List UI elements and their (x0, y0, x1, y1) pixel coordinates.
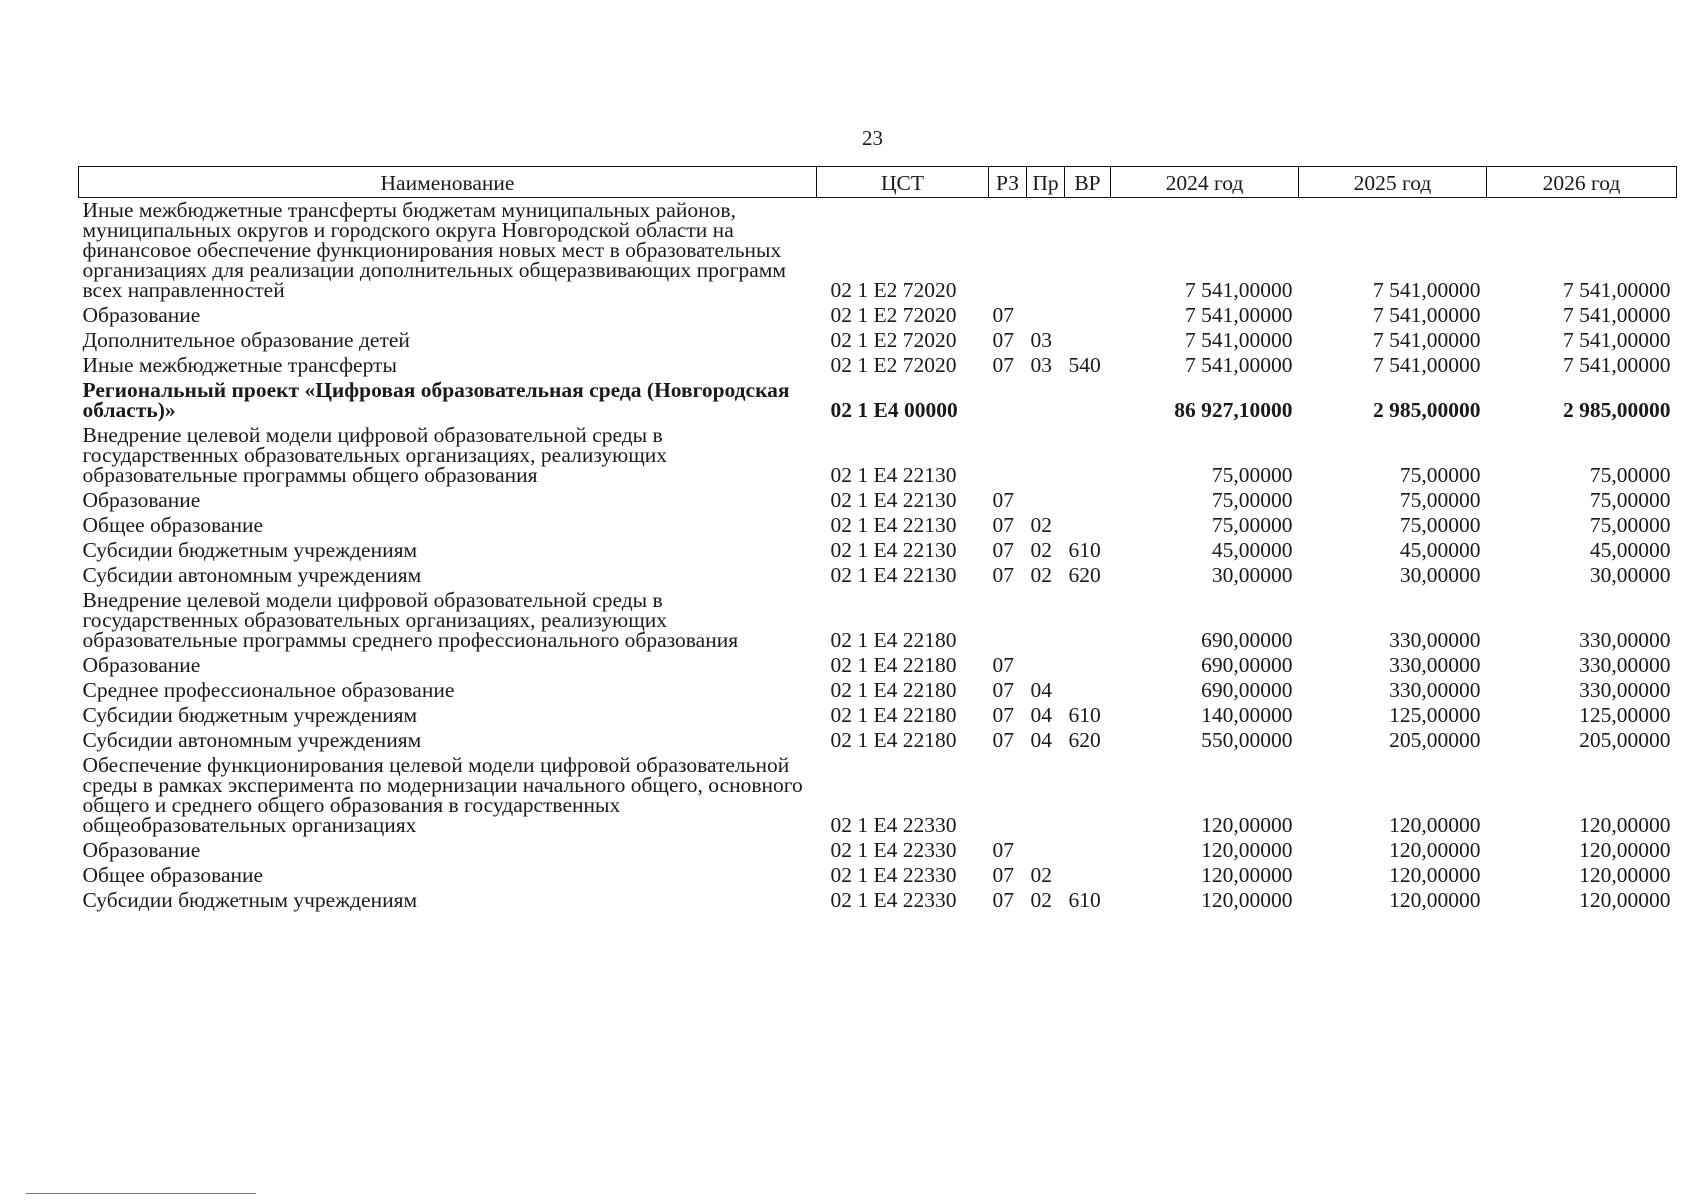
row-value-2024: 120,00000 (1201, 888, 1293, 912)
row-value-2024: 140,00000 (1201, 703, 1293, 727)
header-2025: 2025 год (1299, 167, 1487, 198)
row-rz: 07 (992, 703, 1014, 727)
row-vr: 620 (1068, 728, 1101, 752)
row-rz: 07 (992, 563, 1014, 587)
row-pr: 03 (1030, 353, 1052, 377)
row-value-2026: 7 541,00000 (1563, 278, 1671, 302)
row-pr: 02 (1030, 888, 1052, 912)
row-vr (1065, 753, 1111, 838)
row-rz: 07 (992, 303, 1014, 327)
row-rz: 07 (992, 728, 1014, 752)
row-cst: 02 1 Е4 22330 (830, 813, 957, 837)
row-name: Иные межбюджетные трансферты (82, 353, 397, 377)
table-row (79, 328, 1677, 353)
row-value-2024: 690,00000 (1201, 653, 1293, 677)
row-value-2025: 7 541,00000 (1373, 353, 1481, 377)
table-row (79, 653, 1677, 678)
row-rz (989, 198, 1027, 304)
row-cst: 02 1 Е2 72020 (830, 328, 957, 352)
row-cst: 02 1 Е2 72020 (830, 353, 957, 377)
row-vr (1065, 303, 1111, 328)
row-vr: 610 (1068, 538, 1101, 562)
row-name: Внедрение целевой модели цифровой образовательной среды в государственных образовательных организациях, реализующих образовательные программы среднего профессионального образования (82, 588, 739, 652)
row-vr (1065, 838, 1111, 863)
row-value-2024: 690,00000 (1201, 678, 1293, 702)
row-rz: 07 (992, 863, 1014, 887)
row-pr: 02 (1030, 538, 1052, 562)
row-name: Субсидии бюджетным учреждениям (82, 538, 418, 562)
row-name: Региональный проект «Цифровая образовательная среда (Новгородская область)» (82, 378, 790, 422)
row-value-2025: 2 985,00000 (1373, 398, 1481, 422)
row-name: Среднее профессиональное образование (82, 678, 455, 702)
row-vr (1065, 653, 1111, 678)
row-value-2024: 7 541,00000 (1185, 303, 1293, 327)
row-value-2025: 330,00000 (1389, 628, 1481, 652)
row-value-2026: 2 985,00000 (1563, 398, 1671, 422)
row-name: Общее образование (82, 863, 264, 887)
row-value-2025: 125,00000 (1389, 703, 1481, 727)
row-pr (1027, 303, 1065, 328)
row-pr (1027, 753, 1065, 838)
row-value-2025: 7 541,00000 (1373, 303, 1481, 327)
row-value-2025: 75,00000 (1399, 488, 1481, 512)
row-rz: 07 (992, 678, 1014, 702)
row-value-2025: 120,00000 (1389, 863, 1481, 887)
row-value-2026: 120,00000 (1579, 813, 1671, 837)
table-row (79, 423, 1677, 488)
row-value-2024: 120,00000 (1201, 838, 1293, 862)
row-cst: 02 1 Е4 22330 (830, 888, 957, 912)
row-cst: 02 1 Е4 00000 (830, 398, 958, 422)
row-pr (1027, 588, 1065, 653)
row-value-2026: 75,00000 (1589, 488, 1671, 512)
row-value-2025: 75,00000 (1399, 513, 1481, 537)
row-rz: 07 (992, 513, 1014, 537)
row-pr: 02 (1030, 563, 1052, 587)
row-vr (1065, 378, 1111, 423)
row-pr (1027, 838, 1065, 863)
row-pr (1027, 653, 1065, 678)
row-rz (989, 588, 1027, 653)
row-value-2026: 120,00000 (1579, 838, 1671, 862)
row-pr: 04 (1030, 728, 1052, 752)
table-row (79, 488, 1677, 513)
row-name: Дополнительное образование детей (82, 328, 410, 352)
row-vr: 610 (1068, 703, 1101, 727)
row-vr (1065, 488, 1111, 513)
row-value-2025: 330,00000 (1389, 653, 1481, 677)
row-pr: 02 (1030, 513, 1052, 537)
row-vr (1065, 678, 1111, 703)
row-value-2024: 75,00000 (1211, 463, 1293, 487)
row-value-2024: 120,00000 (1201, 863, 1293, 887)
row-vr: 610 (1068, 888, 1101, 912)
row-value-2024: 75,00000 (1211, 488, 1293, 512)
row-rz (989, 753, 1027, 838)
table-row (79, 863, 1677, 888)
table-header (79, 167, 1677, 198)
row-name: Внедрение целевой модели цифровой образовательной среды в государственных образовательных организациях, реализующих образовательные программы общего образования (82, 423, 668, 487)
row-rz (989, 423, 1027, 488)
row-value-2025: 7 541,00000 (1373, 278, 1481, 302)
row-name: Субсидии бюджетным учреждениям (82, 703, 418, 727)
row-rz: 07 (992, 328, 1014, 352)
row-value-2025: 120,00000 (1389, 888, 1481, 912)
row-value-2025: 330,00000 (1389, 678, 1481, 702)
table-row-section (79, 378, 1677, 423)
row-value-2026: 75,00000 (1589, 513, 1671, 537)
row-value-2025: 45,00000 (1399, 538, 1481, 562)
row-value-2026: 7 541,00000 (1563, 353, 1671, 377)
row-rz: 07 (992, 353, 1014, 377)
row-vr: 540 (1068, 353, 1101, 377)
row-name: Иные межбюджетные трансферты бюджетам муниципальных районов, муниципальных округов и городского округа Новгородской области на финансовое обеспечение функционирования новых мест в образовательных организациях для реализации дополнительных общеразвивающих программ всех направленностей (82, 198, 786, 302)
row-name: Образование (82, 303, 201, 327)
row-value-2026: 120,00000 (1579, 863, 1671, 887)
row-value-2026: 120,00000 (1579, 888, 1671, 912)
row-cst: 02 1 Е4 22180 (830, 653, 957, 677)
table-row (79, 678, 1677, 703)
header-pr: Пр (1027, 167, 1065, 198)
table-row (79, 728, 1677, 753)
row-pr: 02 (1030, 863, 1052, 887)
row-value-2026: 30,00000 (1589, 563, 1671, 587)
row-pr (1027, 198, 1065, 304)
table-row (79, 198, 1677, 304)
row-pr (1027, 488, 1065, 513)
table-row (79, 513, 1677, 538)
table-row (79, 703, 1677, 728)
row-pr: 03 (1030, 328, 1052, 352)
row-value-2026: 330,00000 (1579, 678, 1671, 702)
row-rz: 07 (992, 488, 1014, 512)
row-name: Образование (82, 653, 201, 677)
row-cst: 02 1 Е4 22330 (830, 863, 957, 887)
row-value-2024: 7 541,00000 (1185, 278, 1293, 302)
row-value-2025: 205,00000 (1389, 728, 1481, 752)
row-cst: 02 1 Е4 22130 (830, 538, 957, 562)
row-cst: 02 1 Е4 22180 (830, 628, 957, 652)
row-rz (989, 378, 1027, 423)
table-row (79, 303, 1677, 328)
row-pr (1027, 378, 1065, 423)
table-row (79, 588, 1677, 653)
row-vr (1065, 588, 1111, 653)
row-value-2025: 30,00000 (1399, 563, 1481, 587)
row-value-2026: 330,00000 (1579, 628, 1671, 652)
row-cst: 02 1 Е2 72020 (830, 303, 957, 327)
row-value-2024: 7 541,00000 (1185, 353, 1293, 377)
row-name: Обеспечение функционирования целевой модели цифровой образовательной среды в рамках эксперимента по модернизации начального общего, основного общего и среднего общего образования в государственных общеобразовательных организациях (82, 753, 803, 837)
row-value-2024: 45,00000 (1211, 538, 1293, 562)
footnote-rule (26, 1193, 256, 1194)
row-vr (1065, 863, 1111, 888)
row-rz: 07 (992, 538, 1014, 562)
row-value-2026: 205,00000 (1579, 728, 1671, 752)
row-value-2026: 125,00000 (1579, 703, 1671, 727)
header-cst: ЦСТ (817, 167, 989, 198)
header-vr: ВР (1065, 167, 1111, 198)
row-pr (1027, 423, 1065, 488)
header-2024: 2024 год (1111, 167, 1299, 198)
row-pr: 04 (1030, 703, 1052, 727)
table-row (79, 888, 1677, 913)
row-name: Образование (82, 838, 201, 862)
row-value-2024: 30,00000 (1211, 563, 1293, 587)
header-name: Наименование (79, 167, 817, 198)
table-row (79, 538, 1677, 563)
row-value-2026: 75,00000 (1589, 463, 1671, 487)
row-cst: 02 1 Е4 22330 (830, 838, 957, 862)
row-vr (1065, 198, 1111, 304)
row-value-2024: 120,00000 (1201, 813, 1293, 837)
row-cst: 02 1 Е4 22180 (830, 703, 957, 727)
budget-table (78, 166, 1677, 913)
row-value-2025: 120,00000 (1389, 838, 1481, 862)
row-value-2024: 550,00000 (1201, 728, 1293, 752)
row-rz: 07 (992, 888, 1014, 912)
row-cst: 02 1 Е4 22130 (830, 513, 957, 537)
row-value-2025: 75,00000 (1399, 463, 1481, 487)
table-row (79, 353, 1677, 378)
row-cst: 02 1 Е4 22130 (830, 563, 957, 587)
row-cst: 02 1 Е4 22130 (830, 463, 957, 487)
page-number: 23 (862, 126, 883, 150)
row-value-2025: 120,00000 (1389, 813, 1481, 837)
row-pr: 04 (1030, 678, 1052, 702)
table-body (79, 198, 1677, 914)
row-cst: 02 1 Е2 72020 (830, 278, 957, 302)
header-rz: РЗ (989, 167, 1027, 198)
row-value-2026: 7 541,00000 (1563, 328, 1671, 352)
row-vr: 620 (1068, 563, 1101, 587)
table-row (79, 563, 1677, 588)
row-rz: 07 (992, 838, 1014, 862)
row-value-2024: 690,00000 (1201, 628, 1293, 652)
row-value-2026: 7 541,00000 (1563, 303, 1671, 327)
row-name: Субсидии бюджетным учреждениям (82, 888, 418, 912)
row-vr (1065, 513, 1111, 538)
row-name: Субсидии автономным учреждениям (82, 563, 422, 587)
row-name: Субсидии автономным учреждениям (82, 728, 422, 752)
row-value-2026: 330,00000 (1579, 653, 1671, 677)
row-vr (1065, 423, 1111, 488)
row-value-2024: 86 927,10000 (1174, 398, 1293, 422)
header-2026: 2026 год (1487, 167, 1677, 198)
row-vr (1065, 328, 1111, 353)
row-value-2024: 7 541,00000 (1185, 328, 1293, 352)
row-value-2024: 75,00000 (1211, 513, 1293, 537)
row-rz: 07 (992, 653, 1014, 677)
row-value-2025: 7 541,00000 (1373, 328, 1481, 352)
table-row (79, 838, 1677, 863)
row-name: Общее образование (82, 513, 264, 537)
row-value-2026: 45,00000 (1589, 538, 1671, 562)
row-cst: 02 1 Е4 22180 (830, 728, 957, 752)
table-row (79, 753, 1677, 838)
row-cst: 02 1 Е4 22130 (830, 488, 957, 512)
row-cst: 02 1 Е4 22180 (830, 678, 957, 702)
row-name: Образование (82, 488, 201, 512)
